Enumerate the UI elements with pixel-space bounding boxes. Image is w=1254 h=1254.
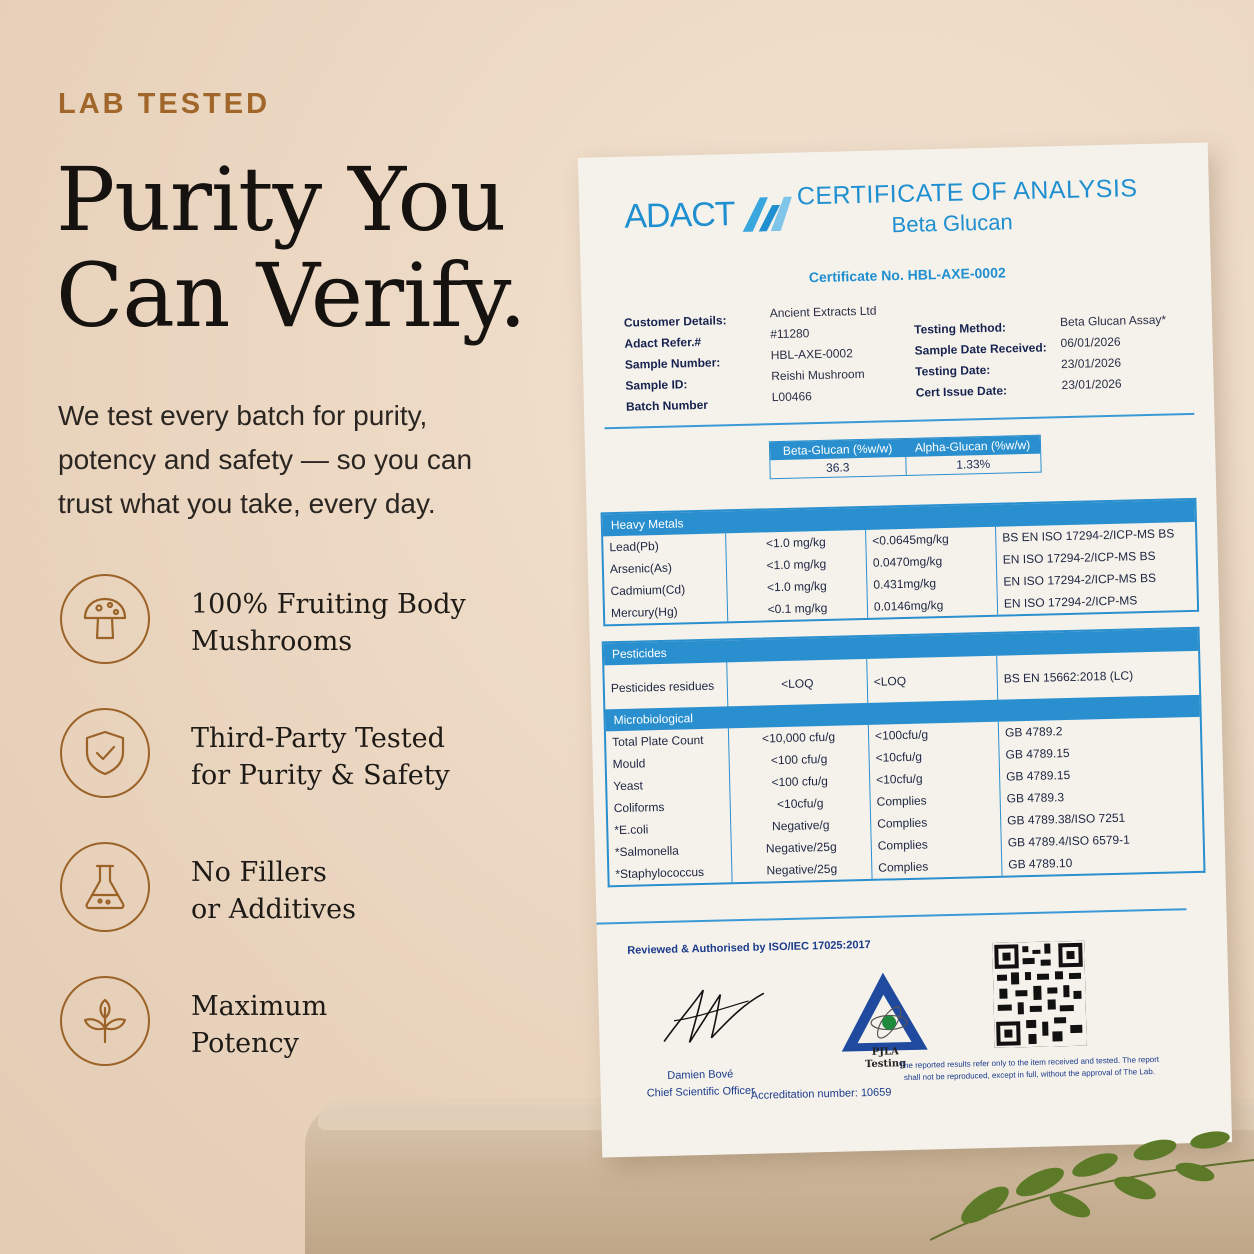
table-cell: GB 4789.38/ISO 7251 — [1000, 805, 1202, 832]
signer-block — [640, 1066, 761, 1103]
table-cell: GB 4789.3 — [999, 783, 1201, 810]
table-cell: Negative/25g — [731, 835, 871, 860]
glucan-header: Beta-Glucan (%w/w) — [782, 441, 893, 458]
details-left-labels — [624, 309, 777, 418]
table-cell: Complies — [871, 854, 1001, 879]
table-title: Microbiological — [605, 695, 1199, 732]
logo-mark-icon — [740, 193, 795, 234]
details-right-values — [1060, 308, 1212, 396]
certificate-title: CERTIFICATE OF ANALYSIS — [796, 174, 1138, 211]
table-cell: EN ISO 17294-2/ICP-MS — [997, 588, 1197, 615]
table-cell: <1.0 mg/kg — [725, 530, 865, 555]
table-cell: *Staphylococcus — [615, 864, 705, 882]
table-cell: EN ISO 17294-2/ICP-MS BS — [996, 544, 1196, 571]
signer-title: Chief Scientific Officer — [646, 1084, 755, 1100]
glucan-header: Alpha-Glucan (%w/w) — [914, 437, 1031, 455]
table-cell: Coliforms — [613, 799, 665, 816]
table-cell: Complies — [871, 832, 1001, 857]
table-cell: GB 4789.15 — [999, 761, 1201, 788]
table-cell: <100cfu/g — [868, 722, 998, 747]
headline — [56, 148, 576, 347]
feature-fruiting-body — [60, 574, 520, 666]
detail-value: Reishi Mushroom — [771, 366, 865, 384]
glucan-table — [769, 435, 1042, 480]
table-cell: Pesticides residues — [610, 678, 715, 696]
signature-image — [658, 978, 770, 1051]
table-cell: 0.0146mg/kg — [867, 593, 997, 618]
table-title: Pesticides — [604, 629, 1198, 666]
detail-label: Cert Issue Date: — [915, 383, 1008, 400]
feature-subtitle: for Purity & Safety — [191, 760, 450, 791]
table-cell: <10,000 cfu/g — [728, 725, 868, 750]
table-cell: Negative/g — [730, 813, 870, 838]
eyebrow-label: LAB TESTED — [58, 88, 271, 120]
table-cell: <100 cfu/g — [728, 747, 868, 772]
table-cell: Mould — [612, 756, 646, 772]
detail-value: L00466 — [771, 389, 812, 405]
certificate-number — [809, 264, 1006, 285]
table-cell: GB 4789.15 — [998, 739, 1200, 766]
table-cell: *Salmonella — [614, 843, 680, 860]
detail-value: Ancient Extracts Ltd — [769, 303, 877, 321]
detail-label: Adact Refer.# — [624, 334, 702, 351]
table-cell: Negative/25g — [731, 857, 871, 882]
table-title: Heavy Metals — [603, 500, 1195, 536]
divider — [597, 908, 1187, 924]
qr-code-icon — [992, 941, 1087, 1048]
reviewed-by: Reviewed & Authorised by ISO/IEC 17025:2017 — [627, 938, 871, 957]
table-cell: Total Plate Count — [611, 732, 704, 750]
table-cell: <0.0645mg/kg — [865, 527, 995, 552]
certificate-subtitle: Beta Glucan — [891, 209, 1013, 238]
disclaimer-text: The reported results refer only to the item received and tested. The report shall not be reproduced, except in full, without the approval of The Lab. — [899, 1054, 1160, 1083]
glucan-value: 1.33% — [956, 456, 991, 472]
microbiological-table — [603, 695, 1205, 888]
heavy-metals-table — [601, 498, 1200, 627]
feature-title: No Fillers — [191, 857, 327, 888]
adact-logo — [624, 193, 795, 237]
table-cell: *E.coli — [614, 822, 649, 838]
certificate-card — [578, 142, 1232, 1157]
pjla-label: PJLA — [871, 1046, 899, 1058]
feature-subtitle: Potency — [191, 1028, 299, 1059]
table-cell: 0.0470mg/kg — [866, 549, 996, 574]
accreditation-number: Accreditation number: 10659 — [750, 1086, 892, 1102]
feature-title: Third-Party Tested — [191, 723, 445, 754]
table-cell: <10cfu/g — [729, 791, 869, 816]
details-right-labels — [914, 316, 1066, 404]
detail-label: Batch Number — [625, 397, 709, 414]
leaves-decoration — [930, 1110, 1254, 1254]
table-cell: Mercury(Hg) — [610, 604, 678, 621]
table-cell: <LOQ — [726, 659, 867, 708]
table-cell: GB 4789.2 — [998, 717, 1200, 744]
table-cell: BS EN ISO 17294-2/ICP-MS BS — [995, 522, 1195, 549]
mushroom-icon — [60, 574, 150, 664]
flask-icon — [60, 842, 150, 932]
table-cell: EN ISO 17294-2/ICP-MS BS — [996, 566, 1196, 593]
subcopy: We test every batch for purity, potency and safety — so you can trust what you take, every day. — [58, 400, 473, 519]
table-cell: <0.1 mg/kg — [727, 596, 867, 621]
detail-label: Sample Number: — [624, 355, 721, 372]
table-cell: Yeast — [613, 778, 643, 794]
shield-check-icon — [60, 708, 150, 798]
table-cell: <1.0 mg/kg — [726, 552, 866, 577]
feature-title: Maximum — [191, 991, 328, 1022]
table-cell: GB 4789.4/ISO 6579-1 — [1000, 827, 1202, 854]
detail-value: 23/01/2026 — [1061, 376, 1122, 393]
feature-subtitle: or Additives — [191, 894, 357, 925]
detail-label: Testing Date: — [915, 362, 991, 379]
certificate-number-value: HBL-AXE-0002 — [907, 264, 1006, 283]
glucan-value: 36.3 — [770, 457, 906, 478]
headline-line-2: Can Verify. — [56, 244, 526, 347]
details-left-values — [769, 300, 922, 409]
certificate-number-label: Certificate No. — [808, 266, 904, 286]
detail-value: #11280 — [770, 326, 810, 342]
table-cell: Arsenic(As) — [609, 560, 673, 577]
table-cell: 0.431mg/kg — [866, 571, 996, 596]
table-cell: <10cfu/g — [868, 744, 998, 769]
feature-subtitle: Mushrooms — [191, 626, 353, 657]
signer-name: Damien Bové — [667, 1068, 734, 1082]
table-cell: Complies — [870, 810, 1000, 835]
detail-value: HBL-AXE-0002 — [770, 346, 853, 363]
feature-third-party-tested — [60, 708, 520, 800]
table-cell: Lead(Pb) — [609, 538, 659, 555]
table-cell: <100 cfu/g — [729, 769, 869, 794]
logo-text: ADACT — [623, 194, 735, 236]
feature-title: 100% Fruiting Body — [191, 589, 466, 620]
table-cell: Cadmium(Cd) — [610, 582, 686, 599]
table-cell: <10cfu/g — [869, 766, 999, 791]
detail-label: Testing Method: — [914, 320, 1007, 337]
detail-value: 23/01/2026 — [1060, 355, 1122, 372]
table-cell: <1.0 mg/kg — [726, 574, 866, 599]
detail-value: 06/01/2026 — [1060, 334, 1121, 351]
table-cell: GB 4789.10 — [1001, 849, 1203, 876]
plant-icon — [60, 976, 150, 1066]
detail-label: Customer Details: — [623, 313, 727, 330]
detail-label: Sample Date Received: — [914, 340, 1047, 358]
detail-label: Sample ID: — [625, 377, 688, 393]
table-cell: BS EN 15662:2018 (LC) — [996, 651, 1199, 702]
table-cell: <LOQ — [866, 656, 997, 705]
feature-no-fillers — [60, 842, 520, 934]
headline-line-1: Purity You — [56, 148, 506, 251]
detail-value: Beta Glucan Assay* — [1059, 312, 1167, 330]
feature-maximum-potency — [60, 976, 520, 1068]
table-cell: Complies — [869, 788, 999, 813]
pjla-sub: Testing — [864, 1058, 907, 1071]
